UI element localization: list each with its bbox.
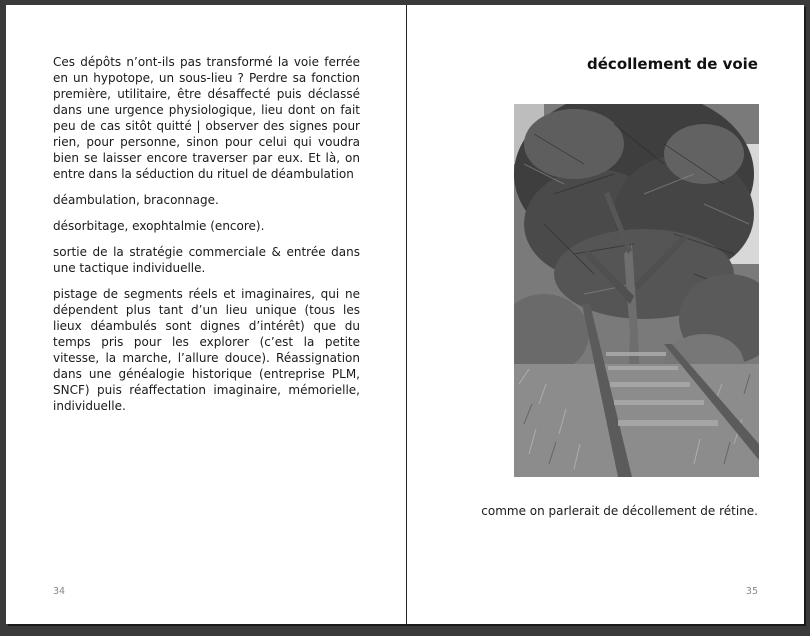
railway-tree-photo <box>514 104 759 477</box>
page-number: 34 <box>53 586 66 597</box>
paragraph: pistage de segments réels et imaginaires, qui ne dépendent plus tant d’un lieu unique (tous les lieux déambulés sont dignes d’intérêt) que du temps pris pour les explorer (c’est la petite vitesse, la marche, l’allure douce). Réassignation dans une généalogie historique (entreprise PLM, SNCF) puis réaffectation imaginaire, mémorielle, individuelle. <box>53 287 360 413</box>
page-title: décollement de voie <box>587 55 758 73</box>
book-spread <box>6 5 804 624</box>
paragraph: sortie de la stratégie commerciale & entrée dans une tactique individuelle. <box>53 245 360 275</box>
photo-caption: comme on parlerait de décollement de rétine. <box>481 504 758 518</box>
paragraph: déambulation, braconnage. <box>53 193 219 207</box>
right-page <box>407 5 804 624</box>
page-number: 35 <box>745 586 758 597</box>
body-text <box>53 54 360 424</box>
paragraph: désorbitage, exophtalmie (encore). <box>53 219 265 233</box>
left-page <box>6 5 406 624</box>
paragraph: Ces dépôts n’ont-ils pas transformé la voie ferrée en un hypotope, un sous-lieu ? Perdre sa fonction première, utilitaire, être désaffecté puis déclassé dans une urgence physiologique, lieu dont on fait peu de cas sitôt quitté | observer des signes pour rien, pour personne, sinon pour celui qui voudra bien se laisser encore traverser par eux. Et là, on entre dans la séduction du rituel de déambulation <box>53 55 360 181</box>
